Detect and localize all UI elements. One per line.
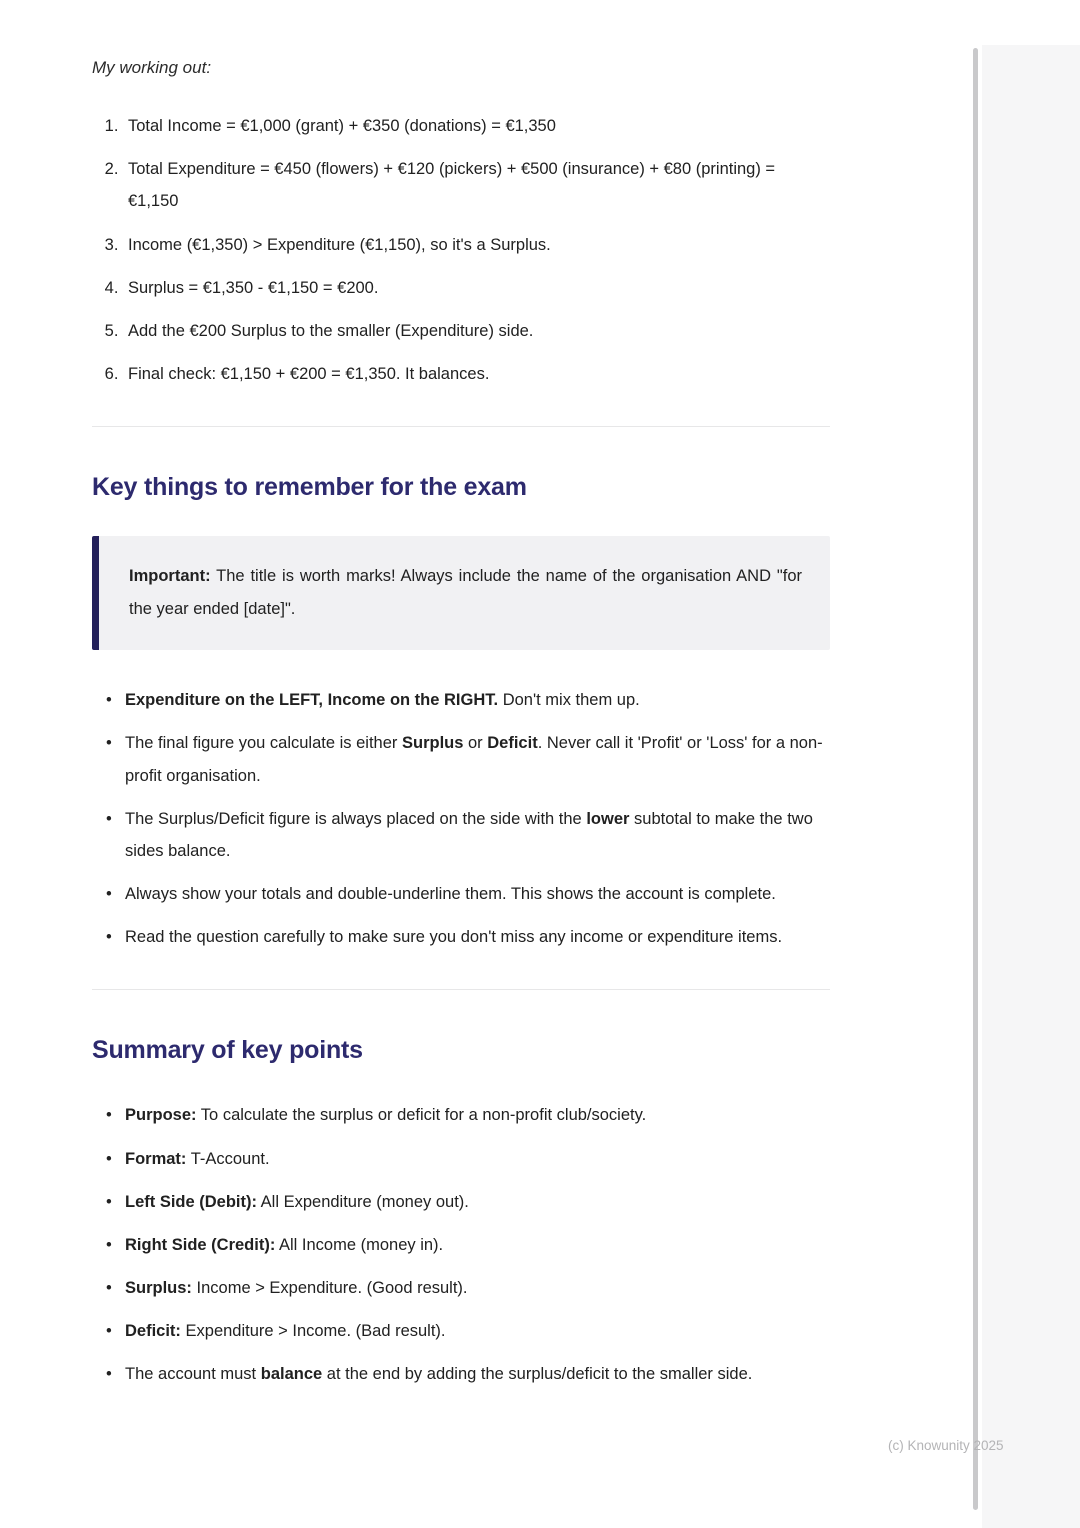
bullet-item xyxy=(106,921,830,953)
text-segment: Surplus = €1,350 - €1,150 = €200. xyxy=(128,278,379,297)
bold-text-segment: Expenditure on the LEFT, Income on the RIGHT. xyxy=(125,691,499,710)
text-segment: subtotal to make the two sides balance. xyxy=(125,809,813,860)
text-segment: Total Expenditure = €450 (flowers) + €120 (pickers) + €500 (insurance) + €80 (printing) = €1,150 xyxy=(128,160,776,211)
bullet-item xyxy=(106,1099,830,1131)
bullet-item xyxy=(106,684,830,716)
working-step-item xyxy=(123,153,830,217)
bold-text-segment: Surplus xyxy=(401,734,464,753)
section-divider xyxy=(92,426,830,427)
callout-lead: Important: xyxy=(129,567,211,586)
bullet-item xyxy=(106,1358,830,1390)
text-segment: Don't mix them up. xyxy=(498,691,640,710)
text-segment: To calculate the surplus or deficit for a non-profit club/society. xyxy=(196,1106,647,1125)
text-segment: Always show your totals and double-underline them. This shows the account is complete. xyxy=(125,885,776,904)
bold-text-segment: Format: xyxy=(125,1149,187,1168)
text-segment: T-Account. xyxy=(186,1149,270,1168)
bullet-item xyxy=(106,1229,830,1261)
text-segment: Income > Expenditure. (Good result). xyxy=(191,1279,468,1298)
page-margin-panel xyxy=(982,45,1080,1528)
text-segment: The final figure you calculate is either xyxy=(125,734,402,753)
bold-text-segment: Left Side (Debit): xyxy=(125,1192,257,1211)
callout-body: The title is worth marks! Always include the name of the organisation AND "for the year ended [date]". xyxy=(129,567,802,619)
bullet-item xyxy=(106,727,830,791)
important-callout xyxy=(92,536,830,650)
bullet-item xyxy=(106,1186,830,1218)
bold-text-segment: Right Side (Credit): xyxy=(125,1235,276,1254)
text-segment: . Never call it 'Profit' or 'Loss' for a non-profit organisation. xyxy=(125,734,823,785)
text-segment: at the end by adding the surplus/deficit to the smaller side. xyxy=(322,1365,753,1384)
working-step-item xyxy=(123,358,830,390)
section-divider xyxy=(92,989,830,990)
working-step-item xyxy=(123,315,830,347)
text-segment: Final check: €1,150 + €200 = €1,350. It balances. xyxy=(128,365,490,384)
bold-text-segment: Deficit: xyxy=(125,1322,181,1341)
bullet-item xyxy=(106,803,830,867)
bold-text-segment: Surplus: xyxy=(125,1279,192,1298)
working-step-item xyxy=(123,110,830,142)
bold-text-segment: Deficit xyxy=(487,734,538,753)
text-segment: Total Income = €1,000 (grant) + €350 (donations) = €1,350 xyxy=(128,117,556,135)
working-out-label: My working out: xyxy=(92,58,212,77)
working-step-item xyxy=(123,229,830,261)
exam-bullet-list xyxy=(92,684,830,953)
text-segment: Income (€1,350) > Expenditure (€1,150), so it's a Surplus. xyxy=(128,235,551,254)
document-content xyxy=(92,58,830,1402)
summary-bullet-list xyxy=(92,1099,830,1390)
text-segment: Read the question carefully to make sure you don't miss any income or expenditure items. xyxy=(125,928,783,947)
bullet-item xyxy=(106,1315,830,1347)
text-segment: The Surplus/Deficit figure is always placed on the side with the xyxy=(125,809,587,828)
working-steps-list xyxy=(92,110,830,390)
bold-text-segment: lower xyxy=(586,809,630,828)
text-segment: Add the €200 Surplus to the smaller (Expenditure) side. xyxy=(128,321,534,340)
bullet-item xyxy=(106,878,830,910)
text-segment: All Expenditure (money out). xyxy=(257,1192,469,1211)
text-segment: Expenditure > Income. (Bad result). xyxy=(180,1322,446,1341)
working-step-item xyxy=(123,272,830,304)
scrollbar-thumb[interactable] xyxy=(973,48,978,1510)
copyright-watermark: (c) Knowunity 2025 xyxy=(888,1438,1004,1453)
text-segment: The account must xyxy=(125,1365,261,1384)
text-segment: All Income (money in). xyxy=(275,1235,444,1254)
section-heading-summary: Summary of key points xyxy=(92,1036,363,1065)
bullet-item xyxy=(106,1272,830,1304)
text-segment: or xyxy=(463,734,488,753)
bold-text-segment: balance xyxy=(260,1365,323,1384)
bold-text-segment: Purpose: xyxy=(125,1106,197,1125)
bullet-item xyxy=(106,1143,830,1175)
section-heading-exam: Key things to remember for the exam xyxy=(92,473,527,502)
